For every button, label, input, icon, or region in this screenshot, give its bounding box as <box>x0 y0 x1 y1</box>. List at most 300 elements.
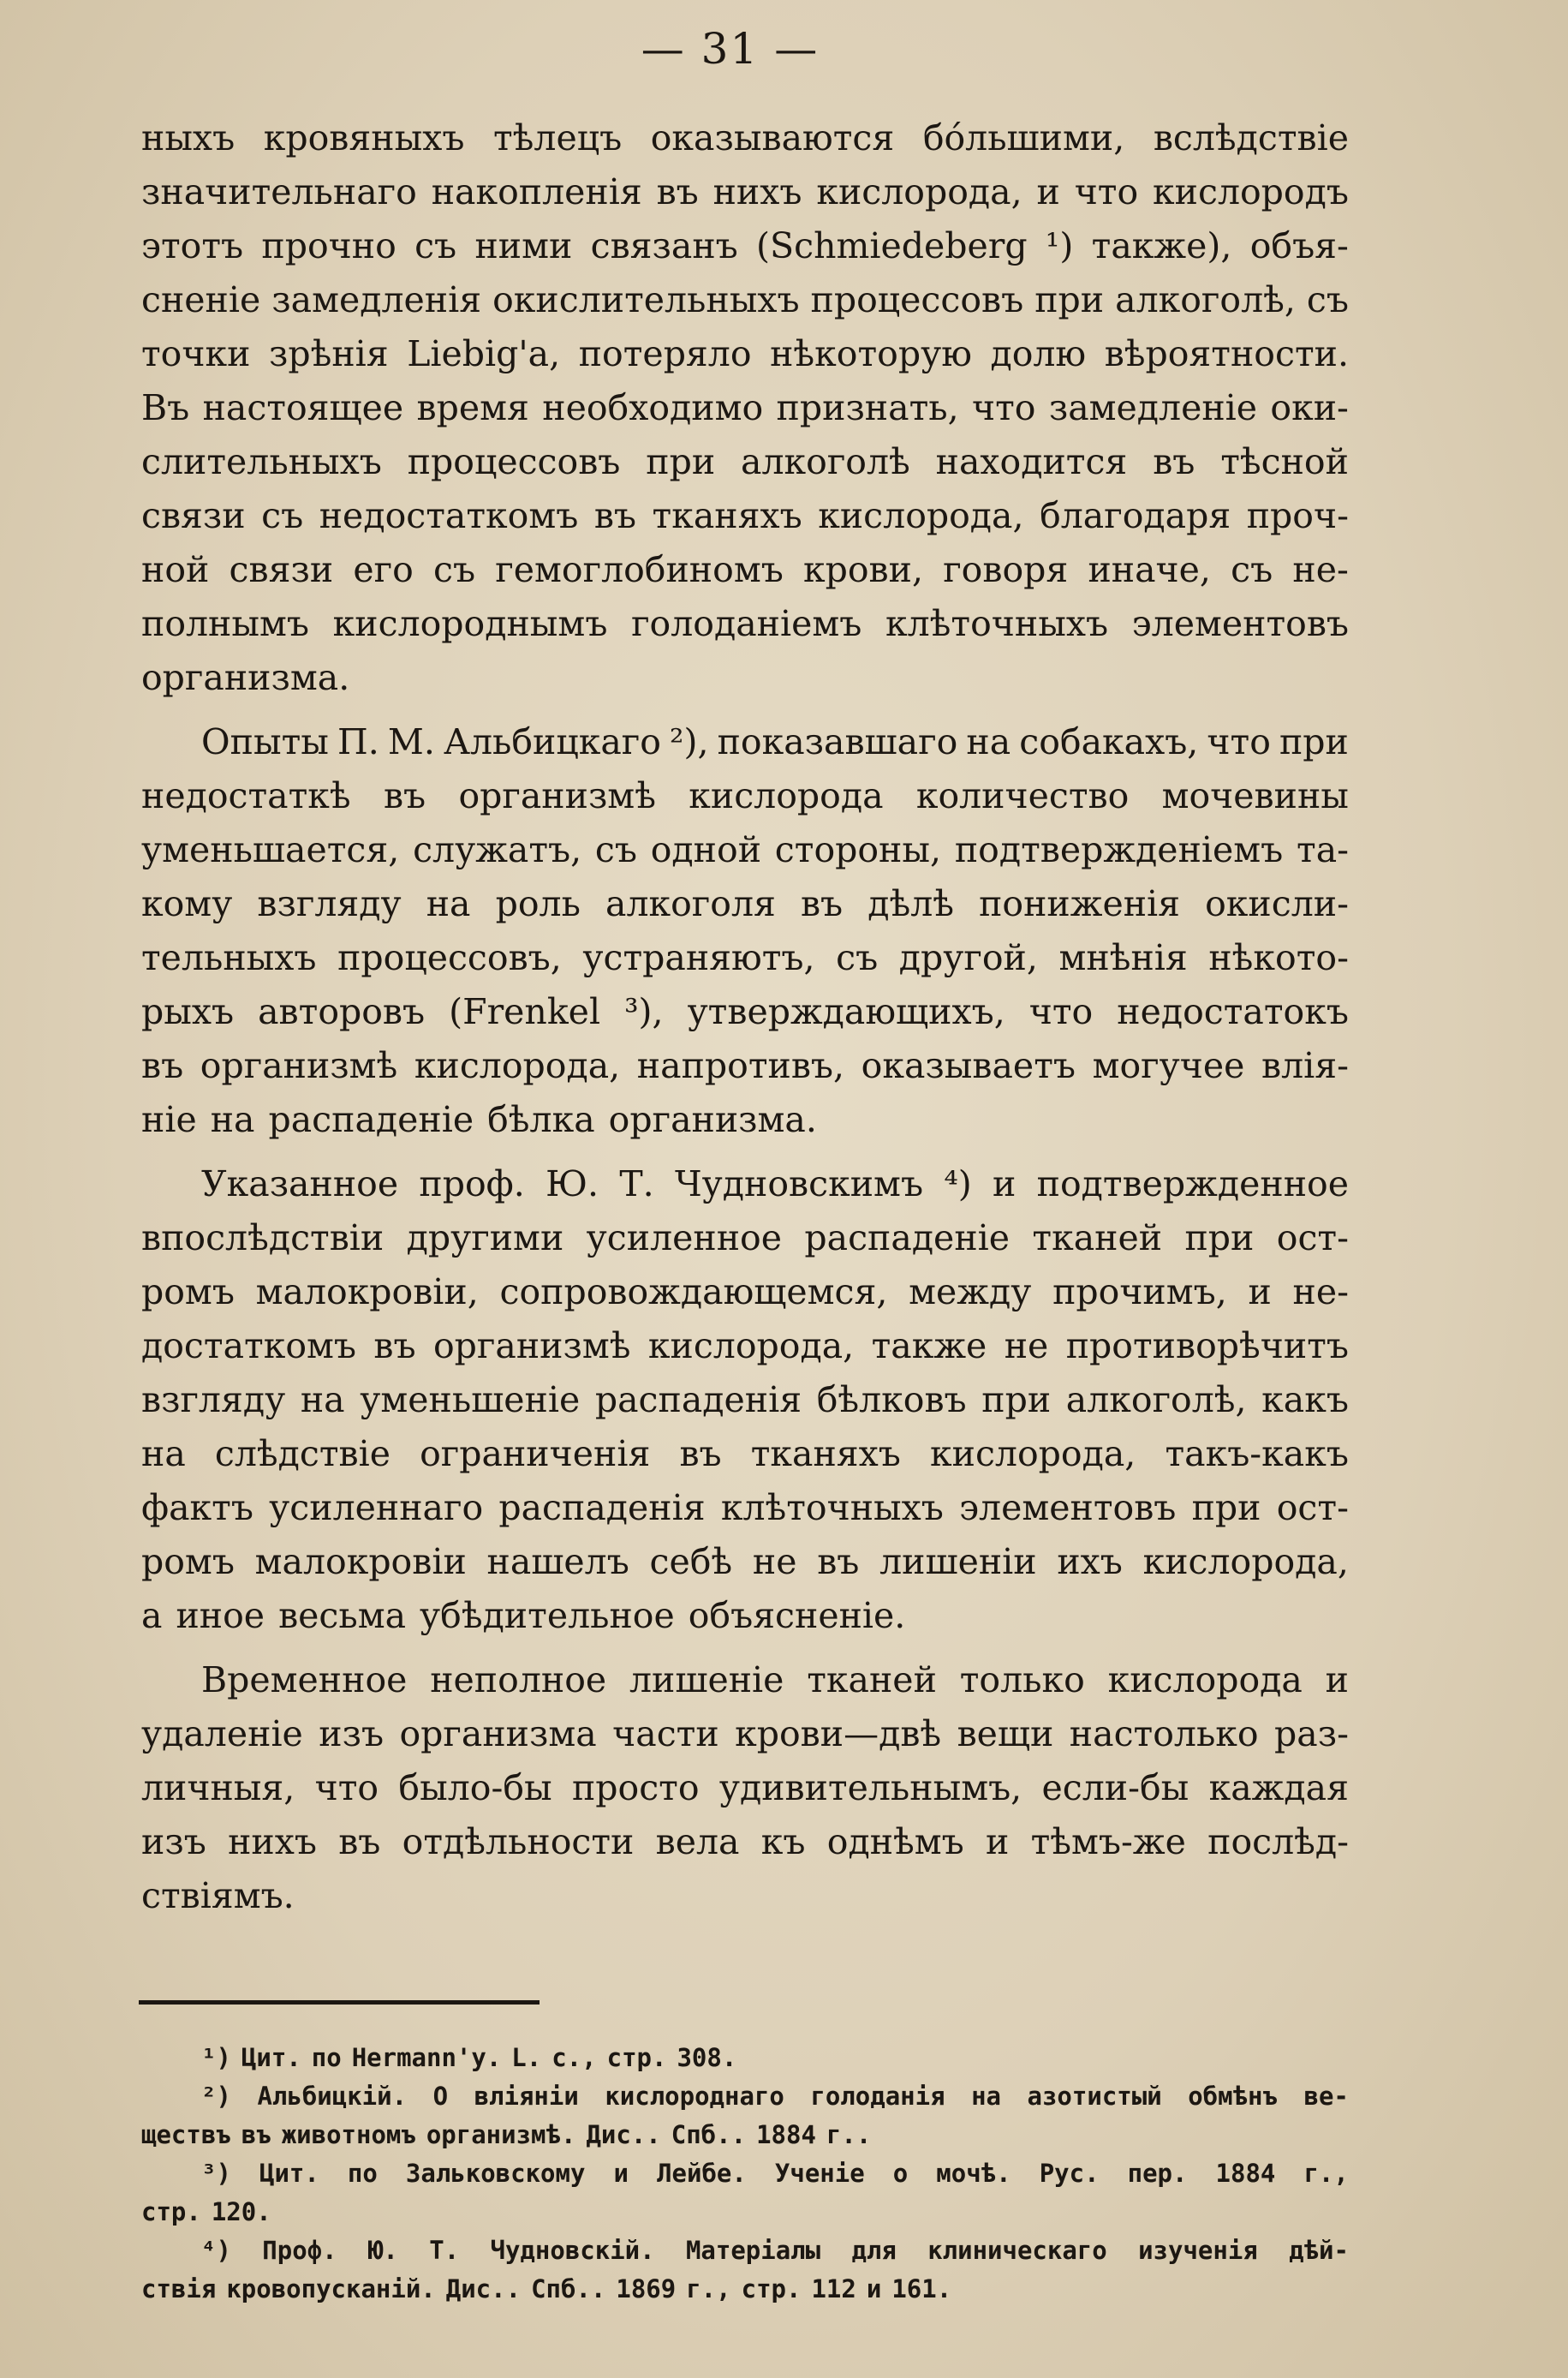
text-line <box>141 597 1349 651</box>
word: Hermann'y. <box>351 2043 502 2072</box>
word: 1884 <box>1215 2159 1276 2188</box>
word: проч- <box>1246 495 1349 536</box>
word: тканей <box>807 1659 937 1700</box>
word: ³), <box>624 991 664 1032</box>
word: при <box>1034 279 1105 320</box>
footnote <box>141 2039 1349 2077</box>
word: въ <box>800 883 844 924</box>
word: тѣлецъ <box>493 117 623 158</box>
text-line <box>141 327 1349 381</box>
word: Т. <box>619 1163 654 1204</box>
word: уменьшеніе <box>360 1379 581 1420</box>
word: бѣлка <box>487 1099 595 1140</box>
word: организма. <box>608 1099 817 1140</box>
word: съ <box>433 549 476 590</box>
word: недостатокъ <box>1117 991 1349 1032</box>
word: въ <box>679 1433 722 1474</box>
word: ограниченія <box>420 1433 651 1474</box>
word: съ <box>836 937 879 978</box>
word: съ <box>261 495 304 536</box>
word: ¹) <box>201 2043 231 2072</box>
text-line <box>141 1093 1349 1147</box>
word: влія- <box>1261 1045 1349 1086</box>
footnote-line <box>141 2193 1349 2232</box>
word: ²) <box>201 2082 231 2111</box>
word: подтвержденіемъ <box>954 829 1284 870</box>
footnote-divider <box>139 2000 540 2005</box>
word: голоданіемъ <box>631 603 862 644</box>
word: 1884 <box>756 2120 816 2149</box>
word: Матеріалы <box>685 2236 821 2265</box>
word: настолько <box>1069 1713 1259 1754</box>
word: кислородъ <box>1153 171 1349 212</box>
word: авторовъ <box>258 991 426 1032</box>
word: Цит. <box>241 2043 301 2072</box>
word: процессовъ <box>407 441 621 482</box>
word: Чудновскій. <box>490 2236 655 2265</box>
word: стр. <box>741 2274 802 2303</box>
paragraph <box>141 1653 1349 1923</box>
word: тѣмъ-же <box>1030 1821 1186 1862</box>
word: г., <box>686 2274 731 2303</box>
word: ост- <box>1276 1487 1349 1528</box>
word: кислорода, <box>414 1045 621 1086</box>
text-line <box>141 1265 1349 1319</box>
text-line <box>141 1761 1349 1815</box>
footnote-line <box>141 2077 1349 2116</box>
word: ромъ <box>141 1541 235 1582</box>
word: ³) <box>201 2159 231 2188</box>
word: г., <box>1303 2159 1349 2188</box>
word: недостаткѣ <box>141 775 351 816</box>
word: тѣсной <box>1220 441 1349 482</box>
word: также), <box>1091 225 1232 266</box>
word: и <box>1325 1659 1349 1700</box>
word: могучее <box>1092 1045 1245 1086</box>
word: усиленное <box>586 1217 782 1258</box>
word: значительнаго <box>141 171 417 212</box>
text-line <box>141 381 1349 435</box>
word: организмѣ. <box>426 2120 576 2149</box>
word: отдѣльности <box>402 1821 635 1862</box>
text-line <box>141 651 1349 705</box>
text-line <box>141 1481 1349 1535</box>
word: точки <box>141 333 251 374</box>
word: клиническаго <box>927 2236 1107 2265</box>
word: лишеніе <box>629 1659 784 1700</box>
word: Дис.. <box>445 2274 522 2303</box>
word: нашелъ <box>486 1541 629 1582</box>
word: ⁴) <box>944 1163 972 1204</box>
word: малокровіи, <box>255 1271 479 1312</box>
word: въ <box>373 1325 416 1366</box>
word: кислорода, <box>930 1433 1136 1474</box>
word: что <box>1028 991 1094 1032</box>
word: усиленнаго <box>269 1487 484 1528</box>
word: при <box>1184 1217 1255 1258</box>
word: слѣдствіе <box>214 1433 391 1474</box>
text-line <box>141 1039 1349 1093</box>
word: ⁴) <box>201 2236 231 2265</box>
word: при <box>1191 1487 1261 1528</box>
word: необходимо <box>542 387 764 428</box>
word: въ <box>241 2120 271 2149</box>
word: Чудновскимъ <box>674 1163 924 1204</box>
word: служатъ, <box>413 829 582 870</box>
word: Ю. <box>546 1163 599 1204</box>
word: вліяніи <box>474 2082 579 2111</box>
paragraph <box>141 715 1349 1147</box>
footnote <box>141 2077 1349 2154</box>
word: изученія <box>1138 2236 1258 2265</box>
word: въ <box>1153 441 1195 482</box>
word: алкоголѣ <box>741 441 910 482</box>
word: кислорода, <box>1142 1541 1349 1582</box>
word: на <box>300 1379 345 1420</box>
text-line <box>141 1211 1349 1265</box>
word: нѣкото- <box>1208 937 1349 978</box>
word: кислорода, <box>818 495 1024 536</box>
word: гемоглобиномъ <box>495 549 784 590</box>
word: прочимъ, <box>1052 1271 1227 1312</box>
word: азотистый <box>1027 2082 1162 2111</box>
word: настоящее <box>202 387 404 428</box>
word: голоданія <box>810 2082 945 2111</box>
body-text <box>141 111 1349 1923</box>
word: нѣкоторую <box>770 333 972 374</box>
word: замедленія <box>271 279 482 320</box>
word: тканяхъ <box>652 495 802 536</box>
word: не <box>1004 1325 1049 1366</box>
word: кислорода <box>1107 1659 1303 1700</box>
word: Опыты <box>201 721 329 762</box>
word: тельныхъ <box>141 937 317 978</box>
word: г.. <box>826 2120 872 2149</box>
word: фактъ <box>141 1487 253 1528</box>
word: въ <box>338 1821 381 1862</box>
text-line <box>141 877 1349 931</box>
word: малокровіи <box>254 1541 467 1582</box>
word: нихъ <box>228 1821 317 1862</box>
word: алкоголѣ, <box>1065 1379 1247 1420</box>
word: ствіямъ. <box>141 1875 295 1916</box>
word: О <box>432 2082 449 2111</box>
word: подтвержденное <box>1036 1163 1349 1204</box>
text-line <box>141 1653 1349 1707</box>
word: на <box>426 883 471 924</box>
text-line <box>141 985 1349 1039</box>
word: стр. <box>141 2197 201 2226</box>
word: что <box>1207 721 1271 762</box>
word: удивительнымъ, <box>718 1767 1022 1808</box>
word: Спб.. <box>671 2120 747 2149</box>
word: рыхъ <box>141 991 235 1032</box>
word: Дис.. <box>586 2120 661 2149</box>
word: не- <box>1292 549 1349 590</box>
word: оказываются <box>650 117 895 158</box>
word: на <box>141 1433 186 1474</box>
word: ной <box>141 549 210 590</box>
word: нихъ <box>712 171 802 212</box>
word: Спб.. <box>531 2274 606 2303</box>
word: стр. <box>606 2043 667 2072</box>
word: кому <box>141 883 233 924</box>
word: 112 <box>811 2274 856 2303</box>
word: связи <box>229 549 334 590</box>
word: кислорода, <box>816 171 1022 212</box>
word: время <box>416 387 529 428</box>
word: распаденіе <box>268 1099 474 1140</box>
word: показавшаго <box>717 721 958 762</box>
word: Цит. <box>259 2159 319 2188</box>
word: Проф. <box>262 2236 337 2265</box>
word: по <box>347 2159 378 2188</box>
footnote-line <box>141 2232 1349 2270</box>
word: при <box>1279 721 1349 762</box>
footnote-line <box>141 2039 1349 2077</box>
word: и <box>986 1821 1010 1862</box>
word: Временное <box>201 1659 408 1700</box>
word: его <box>353 549 414 590</box>
word: накопленія <box>431 171 642 212</box>
word: ихъ <box>1057 1541 1123 1582</box>
word: распаденія <box>498 1487 706 1528</box>
word: кислорода <box>689 775 884 816</box>
word: признать, <box>776 387 959 428</box>
word: та- <box>1297 829 1349 870</box>
word: Т. <box>429 2236 460 2265</box>
word: тканяхъ <box>750 1433 901 1474</box>
word: Liebig'a, <box>407 333 561 374</box>
word: организмѣ <box>432 1325 631 1366</box>
word: объясненіе. <box>688 1595 906 1636</box>
word: и <box>993 1163 1017 1204</box>
word: съ <box>594 829 637 870</box>
text-line <box>141 1319 1349 1373</box>
word: замедленіе <box>1048 387 1258 428</box>
word: ними <box>474 225 573 266</box>
text-line <box>141 1815 1349 1869</box>
footnote <box>141 2154 1349 2232</box>
word: весьма <box>278 1595 407 1636</box>
word: вѣроятности. <box>1104 333 1349 374</box>
word: взгляду <box>141 1379 286 1420</box>
text-line <box>141 1373 1349 1427</box>
word: сненіе <box>141 279 261 320</box>
word: ост- <box>1276 1217 1349 1258</box>
text-line <box>141 1589 1349 1643</box>
word: противорѣчитъ <box>1065 1325 1349 1366</box>
text-line <box>141 823 1349 877</box>
word: въ <box>817 1541 860 1582</box>
word: находится <box>935 441 1128 482</box>
word: части <box>612 1713 719 1754</box>
word: элементовъ <box>1131 603 1349 644</box>
text-line <box>141 931 1349 985</box>
text-line <box>141 273 1349 327</box>
word: по <box>311 2043 342 2072</box>
word: съ <box>1231 549 1273 590</box>
word: кислорода, <box>647 1325 855 1366</box>
word: обмѣнъ <box>1188 2082 1278 2111</box>
word: организма <box>399 1713 597 1754</box>
word: ве- <box>1303 2082 1349 2111</box>
word: съ <box>1306 279 1349 320</box>
word: количество <box>915 775 1130 816</box>
word: о <box>892 2159 909 2188</box>
word: клѣточныхъ <box>885 603 1109 644</box>
word: а <box>141 1595 163 1636</box>
word: 1869 <box>616 2274 677 2303</box>
word: раз- <box>1274 1713 1349 1754</box>
word: убѣдительное <box>420 1595 675 1636</box>
word: въ <box>141 1045 184 1086</box>
word: тканей <box>1032 1217 1163 1258</box>
word: ствія <box>141 2274 217 2303</box>
word: при <box>981 1379 1052 1420</box>
word: (Schmiedeberg <box>756 225 1028 266</box>
word: что <box>1074 171 1139 212</box>
word: животномъ <box>281 2120 416 2149</box>
word: организма. <box>141 657 350 698</box>
word: кровяныхъ <box>263 117 465 158</box>
word: М. <box>387 721 435 762</box>
word: такъ-какъ <box>1165 1433 1349 1474</box>
word: потеряло <box>578 333 752 374</box>
word: и <box>1036 171 1060 212</box>
text-line <box>141 489 1349 543</box>
word: сопровождающемся, <box>499 1271 888 1312</box>
word: слительныхъ <box>141 441 382 482</box>
word: на <box>971 2082 1001 2111</box>
word: при <box>646 441 716 482</box>
word: Рус. <box>1039 2159 1100 2188</box>
word: что <box>971 387 1036 428</box>
text-line <box>141 543 1349 597</box>
text-line <box>141 111 1349 165</box>
word: ніе <box>141 1099 197 1140</box>
word: въ <box>656 171 699 212</box>
word: пониженія <box>979 883 1181 924</box>
word: стороны, <box>774 829 942 870</box>
word: Указанное <box>201 1163 399 1204</box>
word: 308. <box>677 2043 737 2072</box>
word: Альбицкаго <box>443 721 661 762</box>
word: въ <box>593 495 637 536</box>
word: изъ <box>141 1821 206 1862</box>
word: однѣмъ <box>826 1821 964 1862</box>
page-number: — 31 — <box>641 24 820 74</box>
footnote-line <box>141 2116 1349 2154</box>
word: на <box>210 1099 255 1140</box>
word: достаткомъ <box>141 1325 356 1366</box>
word: иначе, <box>1088 549 1211 590</box>
word: прочно <box>261 225 396 266</box>
word: пер. <box>1127 2159 1188 2188</box>
text-line <box>141 219 1349 273</box>
word: лишеніи <box>879 1541 1037 1582</box>
text-line <box>141 1869 1349 1923</box>
word: недостаткомъ <box>319 495 579 536</box>
word: не- <box>1292 1271 1349 1312</box>
text-line <box>141 1157 1349 1211</box>
word: оказываетъ <box>861 1045 1076 1086</box>
word: ныхъ <box>141 117 235 158</box>
paragraph <box>141 1157 1349 1643</box>
word: дѣлѣ <box>867 883 954 924</box>
word: другой, <box>898 937 1038 978</box>
word: вещи <box>957 1713 1054 1754</box>
word: распаденія <box>594 1379 802 1420</box>
word: въ <box>383 775 426 816</box>
word: неполное <box>430 1659 607 1700</box>
word: не <box>752 1541 797 1582</box>
word: окислительныхъ <box>492 279 800 320</box>
word: также <box>871 1325 987 1366</box>
text-line <box>141 1427 1349 1481</box>
word: напротивъ, <box>636 1045 845 1086</box>
word: проф. <box>419 1163 525 1204</box>
word: взгляду <box>257 883 402 924</box>
word: объя- <box>1249 225 1349 266</box>
word: Альбицкій. <box>257 2082 408 2111</box>
word: процессовъ, <box>337 937 562 978</box>
word: собакахъ, <box>1019 721 1199 762</box>
word: 161. <box>891 2274 952 2303</box>
word: благодаря <box>1040 495 1231 536</box>
word: какъ <box>1261 1379 1349 1420</box>
word: впослѣдствіи <box>141 1217 385 1258</box>
word: каждая <box>1208 1767 1349 1808</box>
word: L. <box>511 2043 542 2072</box>
word: кислороднаго <box>605 2082 784 2111</box>
word: было-бы <box>398 1767 552 1808</box>
footnote <box>141 2232 1349 2309</box>
word: къ <box>760 1821 806 1862</box>
text-line <box>141 435 1349 489</box>
word: Ученіе <box>774 2159 865 2188</box>
footnotes <box>141 2039 1349 2309</box>
word: иное <box>176 1595 265 1636</box>
word: устраняютъ, <box>582 937 815 978</box>
word: алкоголя <box>605 883 776 924</box>
word: клѣточныхъ <box>720 1487 944 1528</box>
word: удаленіе <box>141 1713 303 1754</box>
word: и <box>613 2159 629 2188</box>
word: просто <box>571 1767 700 1808</box>
word: послѣд- <box>1207 1821 1349 1862</box>
word: кислороднымъ <box>332 603 608 644</box>
word: кровопусканій. <box>226 2274 436 2303</box>
word: и <box>866 2274 882 2303</box>
word: Ю. <box>367 2236 398 2265</box>
word: Въ <box>141 387 190 428</box>
word: личныя, <box>141 1767 295 1808</box>
word: мочѣ. <box>936 2159 1011 2188</box>
word: крови—двѣ <box>735 1713 942 1754</box>
word: роль <box>495 883 581 924</box>
footnote-line <box>141 2154 1349 2193</box>
word: бѣлковъ <box>816 1379 967 1420</box>
word: крови, <box>803 549 923 590</box>
word: ществъ <box>141 2120 231 2149</box>
footnote-line <box>141 2270 1349 2309</box>
word: бо́льшими, <box>922 117 1125 158</box>
word: изъ <box>319 1713 385 1754</box>
word: окисли- <box>1205 883 1349 924</box>
word: мнѣнія <box>1058 937 1188 978</box>
word: организмѣ <box>200 1045 398 1086</box>
